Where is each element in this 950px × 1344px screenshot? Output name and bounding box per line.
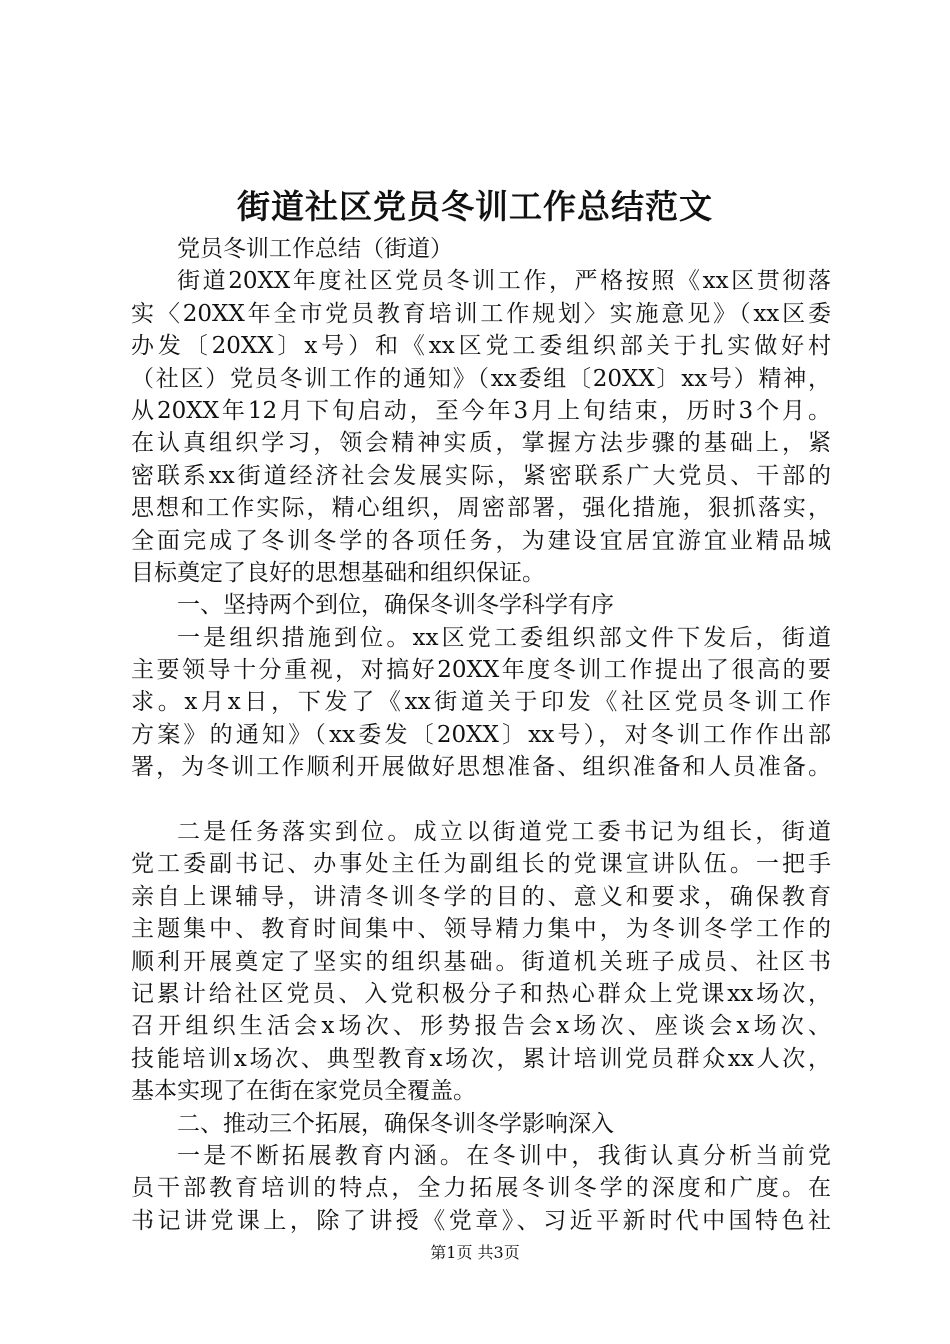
document-body (131, 233, 831, 1237)
paragraph-line: 署，为冬训工作顺利开展做好思想准备、组织准备和人员准备。 (131, 754, 831, 781)
paragraph-line: 实〈20XX年全市党员教育培训工作规划〉实施意见》（xx区委 (131, 300, 831, 327)
document-title: 街道社区党员冬训工作总结范文 (237, 187, 713, 226)
paragraph-line: 一是组织措施到位。xx区党工委组织部文件下发后，街道 (177, 624, 831, 651)
section-heading: 二、推动三个拓展，确保冬训冬学影响深入 (177, 1110, 614, 1137)
paragraph-line: 全面完成了冬训冬学的各项任务，为建设宜居宜游宜业精品城 (131, 527, 831, 554)
paragraph-line: 主题集中、教育时间集中、领导精力集中，为冬训冬学工作的 (131, 916, 831, 943)
paragraph-line: 目标奠定了良好的思想基础和组织保证。 (131, 559, 545, 586)
paragraph-line: 从20XX年12月下旬启动，至今年3月上旬结束，历时3个月。 (131, 397, 831, 424)
paragraph-line: 方案》的通知》（xx委发〔20XX〕xx号），对冬训工作作出部 (131, 721, 831, 748)
paragraph-line: 记累计给社区党员、入党积极分子和热心群众上党课xx场次， (131, 980, 831, 1007)
paragraph-line: 密联系xx街道经济社会发展实际，紧密联系广大党员、干部的 (131, 462, 831, 489)
paragraph-line: 一是不断拓展教育内涵。在冬训中，我街认真分析当前党 (177, 1142, 831, 1169)
paragraph-line: 求。x月x日，下发了《xx街道关于印发《社区党员冬训工作 (131, 689, 831, 716)
blank-line (131, 784, 831, 816)
paragraph-line: 顺利开展奠定了坚实的组织基础。街道机关班子成员、社区书 (131, 948, 831, 975)
paragraph-line: 在认真组织学习，领会精神实质，掌握方法步骤的基础上，紧 (131, 430, 831, 457)
paragraph-line: 基本实现了在街在家党员全覆盖。 (131, 1078, 476, 1105)
paragraph-line: 二是任务落实到位。成立以街道党工委书记为组长，街道 (177, 819, 831, 846)
paragraph-line: 召开组织生活会x场次、形势报告会x场次、座谈会x场次、 (131, 1013, 831, 1040)
paragraph-line: 街道20XX年度社区党员冬训工作，严格按照《xx区贯彻落 (177, 268, 831, 295)
paragraph-line: 亲自上课辅导，讲清冬训冬学的目的、意义和要求，确保教育 (131, 883, 831, 910)
paragraph-line: 技能培训x场次、典型教育x场次，累计培训党员群众xx人次， (131, 1045, 831, 1072)
paragraph-line: 书记讲党课上，除了讲授《党章》、习近平新时代中国特色社 (131, 1207, 831, 1234)
paragraph-line: 党工委副书记、办事处主任为副组长的党课宣讲队伍。一把手 (131, 851, 831, 878)
section-heading: 一、坚持两个到位，确保冬训冬学科学有序 (177, 592, 614, 619)
paragraph-line: 员干部教育培训的特点，全力拓展冬训冬学的深度和广度。在 (131, 1175, 831, 1202)
paragraph-line: 思想和工作实际，精心组织，周密部署，强化措施，狠抓落实， (131, 495, 831, 522)
paragraph-line: 主要领导十分重视，对搞好20XX年度冬训工作提出了很高的要 (131, 657, 831, 684)
paragraph-line: 办发〔20XX〕x号）和《xx区党工委组织部关于扎实做好村 (131, 333, 831, 360)
paragraph-line: （社区）党员冬训工作的通知》（xx委组〔20XX〕xx号）精神， (131, 365, 831, 392)
page-footer: 第1页 共3页 (430, 1243, 520, 1262)
subtitle-line: 党员冬训工作总结（街道） (177, 236, 453, 262)
